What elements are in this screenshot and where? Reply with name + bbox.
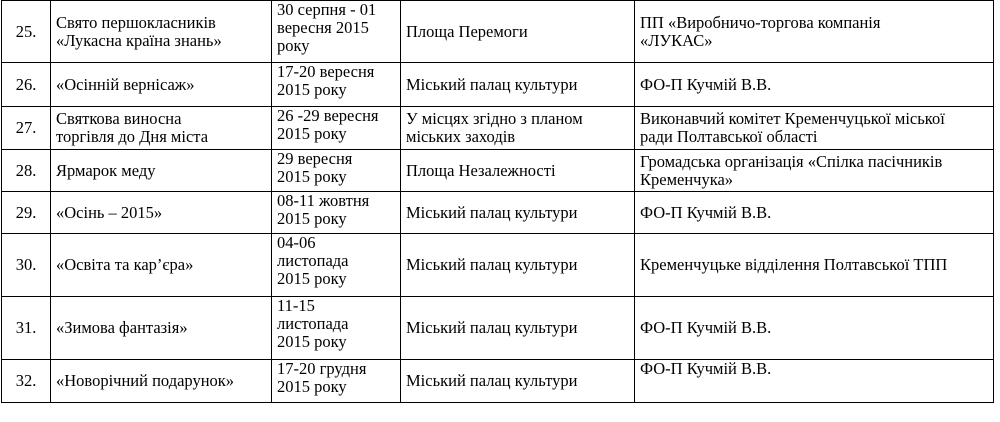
event-organizer: Кременчуцьке відділення Полтавської ТПП [635, 234, 994, 297]
event-name: Святкова виносна торгівля до Дня міста [51, 107, 272, 150]
events-table [1, 0, 994, 403]
row-number: 28. [2, 150, 51, 192]
event-name: «Новорічний подарунок» [51, 360, 272, 403]
event-place: Міський палац культури [401, 297, 635, 360]
event-place: Міський палац культури [401, 360, 635, 403]
table-row [2, 1, 994, 63]
table-row [2, 150, 994, 192]
event-organizer: Виконавчий комітет Кременчуцької міської ради Полтавської області [635, 107, 994, 150]
event-name: Ярмарок меду [51, 150, 272, 192]
event-organizer: ФО-П Кучмій В.В. [635, 360, 994, 403]
event-name: «Освіта та кар’єра» [51, 234, 272, 297]
row-number: 32. [2, 360, 51, 403]
event-name: «Осінній вернісаж» [51, 63, 272, 107]
event-organizer: ФО-П Кучмій В.В. [635, 192, 994, 234]
event-place: У місцях згідно з планом міських заходів [401, 107, 635, 150]
event-organizer: Громадська організація «Спілка пасічників Кременчука» [635, 150, 994, 192]
table-row [2, 63, 994, 107]
table-row [2, 360, 994, 403]
event-place: Міський палац культури [401, 63, 635, 107]
event-organizer: ФО-П Кучмій В.В. [635, 297, 994, 360]
event-place: Міський палац культури [401, 192, 635, 234]
event-date: 11-15 листопада 2015 року [272, 297, 401, 360]
row-number: 27. [2, 107, 51, 150]
event-date: 04-06 листопада 2015 року [272, 234, 401, 297]
event-place: Площа Незалежності [401, 150, 635, 192]
event-name: Свято першокласників «Лукасна країна знань» [51, 1, 272, 63]
event-date: 30 серпня - 01 вересня 2015 року [272, 1, 401, 63]
event-name: «Зимова фантазія» [51, 297, 272, 360]
table-row [2, 234, 994, 297]
event-date: 17-20 вересня 2015 року [272, 63, 401, 107]
event-date: 29 вересня 2015 року [272, 150, 401, 192]
row-number: 31. [2, 297, 51, 360]
table-row [2, 107, 994, 150]
event-name: «Осінь – 2015» [51, 192, 272, 234]
row-number: 30. [2, 234, 51, 297]
row-number: 25. [2, 1, 51, 63]
event-organizer: ПП «Виробничо-торгова компанія «ЛУКАС» [635, 1, 994, 63]
event-place: Площа Перемоги [401, 1, 635, 63]
event-date: 17-20 грудня 2015 року [272, 360, 401, 403]
event-date: 08-11 жовтня 2015 року [272, 192, 401, 234]
row-number: 29. [2, 192, 51, 234]
table-row [2, 192, 994, 234]
row-number: 26. [2, 63, 51, 107]
event-place: Міський палац культури [401, 234, 635, 297]
table-row [2, 297, 994, 360]
event-organizer: ФО-П Кучмій В.В. [635, 63, 994, 107]
event-date: 26 -29 вересня 2015 року [272, 107, 401, 150]
